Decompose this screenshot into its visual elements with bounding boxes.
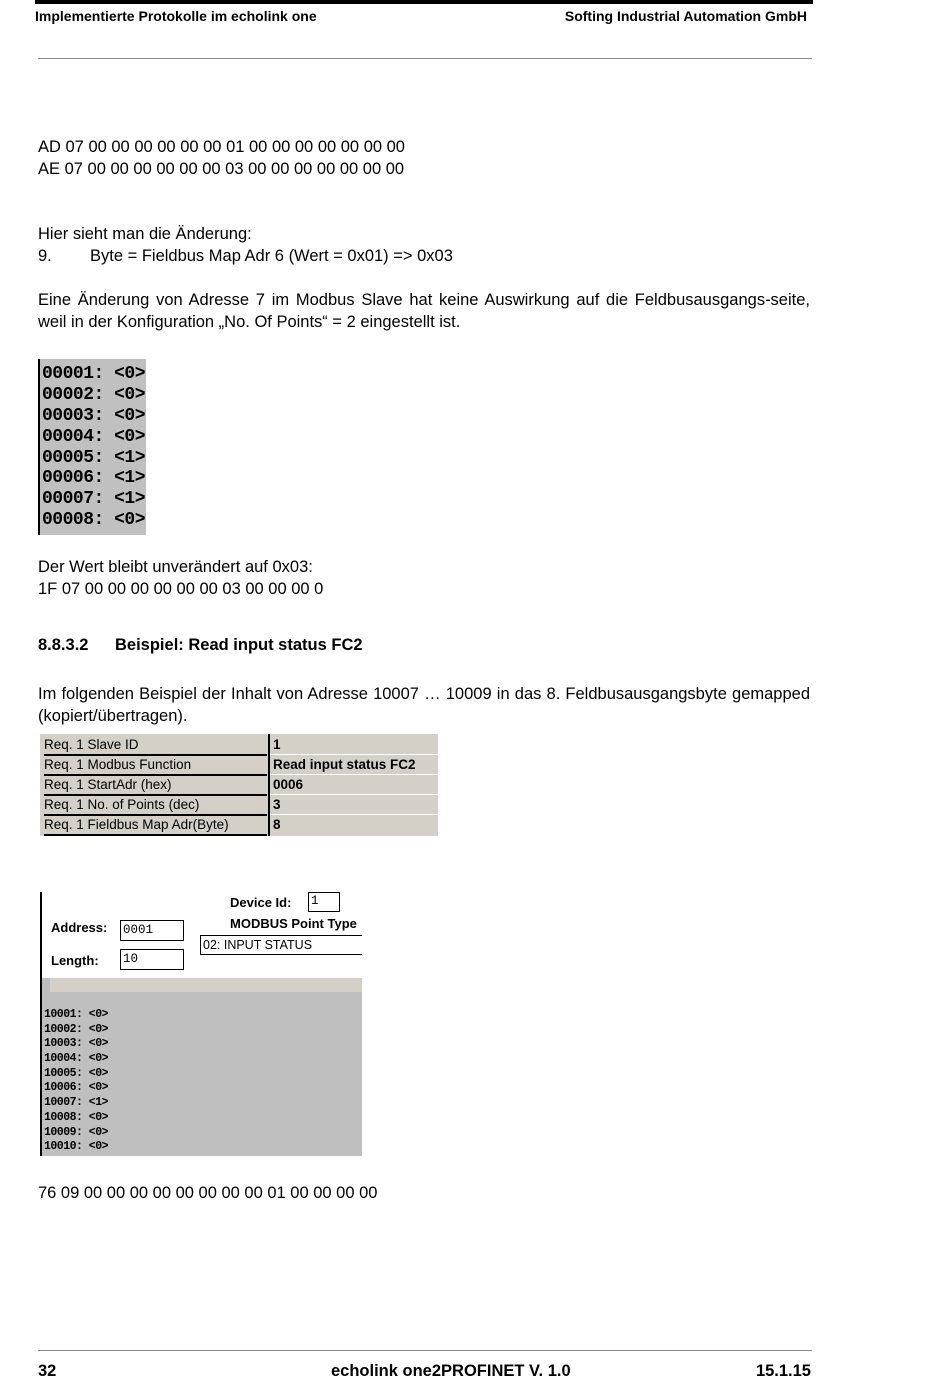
- page-number: 32: [38, 1362, 57, 1380]
- address-field[interactable]: 0001: [120, 920, 184, 941]
- modbus-slave-list: [38, 359, 146, 535]
- config-label: Req. 1 StartAdr (hex): [44, 776, 267, 796]
- config-table: [40, 734, 438, 836]
- address-label: Address:: [51, 920, 108, 935]
- input-status-list: [44, 1008, 108, 1155]
- header-company: Softing Industrial Automation GmbH: [564, 8, 807, 24]
- list-item: 10005: <0>: [44, 1066, 109, 1080]
- list-item: 10009: <0>: [44, 1125, 109, 1139]
- config-label: Req. 1 Modbus Function: [44, 756, 267, 776]
- length-field[interactable]: 10: [120, 949, 184, 970]
- length-label: Length:: [51, 953, 99, 968]
- hex-line-3: 1F 07 00 00 00 00 00 00 03 00 00 00 0: [38, 580, 324, 598]
- list-item: 10008: <0>: [44, 1110, 109, 1124]
- section-title: Beispiel: Read input status FC2: [115, 636, 363, 654]
- list-item: 10006: <0>: [44, 1081, 109, 1095]
- list-item: 00002: <0>: [42, 384, 146, 405]
- hex-line-4: 76 09 00 00 00 00 00 00 00 00 01 00 00 00 00: [38, 1184, 378, 1202]
- point-type-label: MODBUS Point Type: [230, 916, 357, 931]
- footer-product: echolink one2PROFINET V. 1.0: [331, 1362, 571, 1380]
- change-item-number: 9.: [38, 247, 52, 265]
- footer-date: 15.1.15: [755, 1362, 811, 1380]
- modbus-poll-window: [40, 888, 362, 1156]
- note-paragraph: Eine Änderung von Adresse 7 im Modbus Slave hat keine Auswirkung auf die Feldbusausgangs-seite, weil in der Konfiguration „No. Of Points“ = 2 eingestellt ist.: [38, 291, 810, 331]
- status-strip: [50, 978, 362, 992]
- change-item-text: Byte = Fieldbus Map Adr 6 (Wert = 0x01) => 0x03: [90, 247, 453, 265]
- list-item: 10007: <1>: [44, 1096, 109, 1110]
- list-item: 10003: <0>: [44, 1037, 109, 1051]
- device-id-field[interactable]: 1: [308, 892, 340, 912]
- hex-line-1: AD 07 00 00 00 00 00 00 01 00 00 00 00 00 00 00: [38, 138, 405, 156]
- config-value[interactable]: 8: [273, 817, 281, 832]
- config-label: Req. 1 No. of Points (dec): [44, 796, 267, 816]
- value-unchanged-text: Der Wert bleibt unverändert auf 0x03:: [38, 558, 313, 576]
- table-row: [40, 774, 438, 794]
- list-item: 00007: <1>: [42, 489, 146, 510]
- table-row: [40, 754, 438, 774]
- list-item: 10010: <0>: [44, 1140, 109, 1154]
- example-paragraph: Im folgenden Beispiel der Inhalt von Adresse 10007 … 10009 in das 8. Feldbusausgangsbyte gemapped (kopiert/übertragen).: [38, 685, 810, 725]
- list-item: 00008: <0>: [42, 510, 146, 531]
- header-top-rule: [35, 0, 813, 4]
- config-label: Req. 1 Fieldbus Map Adr(Byte): [44, 816, 267, 836]
- change-intro: Hier sieht man die Änderung:: [38, 225, 252, 243]
- list-item: 00001: <0>: [42, 364, 146, 384]
- header-divider: [38, 58, 812, 59]
- list-item: 00005: <1>: [42, 447, 146, 468]
- hex-line-2: AE 07 00 00 00 00 00 00 03 00 00 00 00 00 00 00: [38, 160, 405, 178]
- footer-divider: [38, 1350, 812, 1351]
- config-value[interactable]: 0006: [273, 777, 304, 792]
- table-row: [40, 734, 438, 754]
- list-item: 10001: <0>: [44, 1008, 109, 1021]
- section-number: 8.8.3.2: [38, 636, 89, 654]
- list-item: 00003: <0>: [42, 405, 146, 426]
- config-value[interactable]: 1: [273, 737, 281, 752]
- device-id-label: Device Id:: [230, 895, 292, 910]
- list-item: 10004: <0>: [44, 1052, 109, 1066]
- list-item: 00004: <0>: [42, 426, 146, 447]
- config-label: Req. 1 Slave ID: [44, 736, 267, 756]
- point-type-select[interactable]: 02: INPUT STATUS: [200, 935, 362, 955]
- table-row: [40, 814, 438, 834]
- list-item: 10002: <0>: [44, 1022, 109, 1036]
- config-value[interactable]: Read input status FC2: [273, 757, 416, 772]
- table-row: [40, 794, 438, 814]
- list-item: 00006: <1>: [42, 468, 146, 489]
- header-title: Implementierte Protokolle im echolink one: [35, 8, 317, 24]
- config-value[interactable]: 3: [273, 797, 281, 812]
